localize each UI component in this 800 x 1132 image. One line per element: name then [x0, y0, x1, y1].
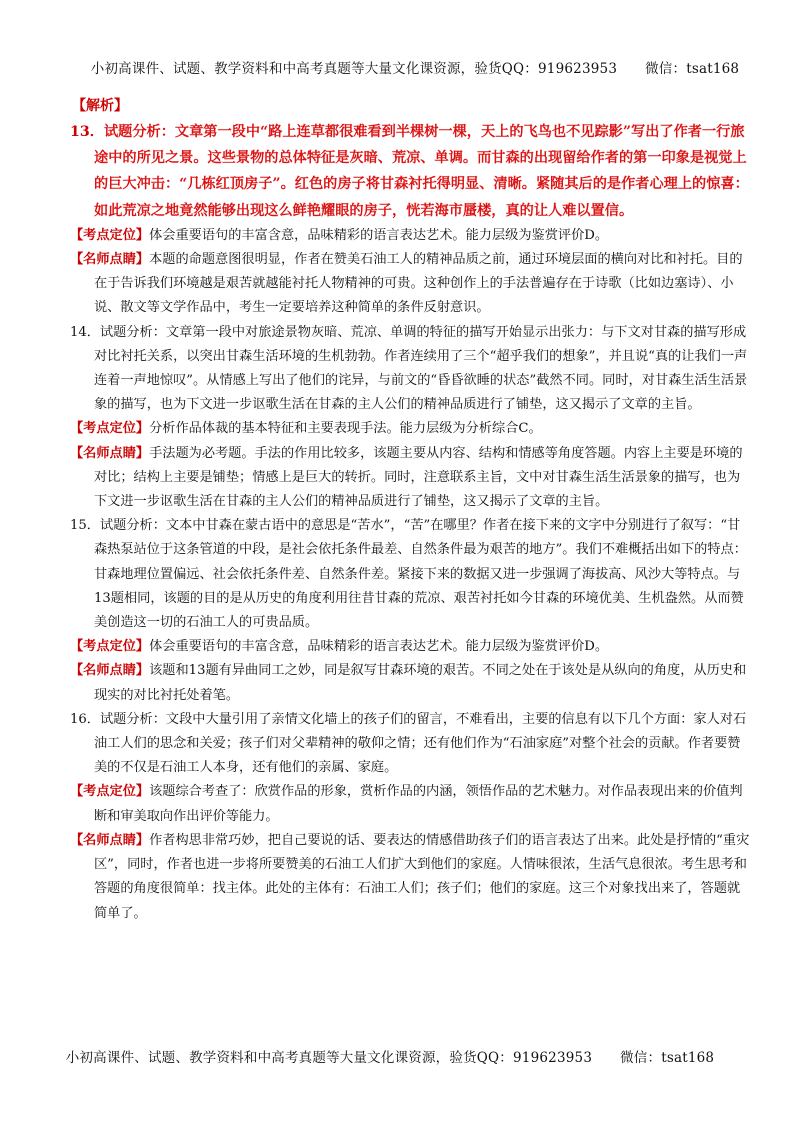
block-tag: 14．: [70, 324, 100, 340]
block-text: 体会重要语句的丰富含意，品味精彩的语言表达艺术。能力层级为鉴赏评价D。: [149, 639, 609, 655]
block-tag: 【考点定位】: [70, 227, 150, 243]
question-13-number: 13．: [70, 124, 104, 140]
block-tag: 16．: [70, 711, 100, 727]
block-text: 本题的命题意图很明显，作者在赞美石油工人的精神品质之前，通过环境层面的横向对比和衬托。目的在于告诉我们环境越是艰苦就越能衬托人物精神的可贵。这种创作上的手法普遍存在于诗歌（比如边塞诗）、小说、散文等文学作品中，考生一定要培养这种简单的条件反射意识。: [94, 252, 743, 316]
analysis-block: [70, 659, 750, 707]
block-text: 该题和13题有异曲同工之妙，同是叙写甘森环境的艰苦。不同之处在于该处是从纵向的角度，从历史和现实的对比衬托处着笔。: [94, 663, 747, 703]
analysis-block: [70, 635, 750, 659]
block-text: 作者构思非常巧妙，把自己要说的话、要表达的情感借助孩子们的语言表达了出来。此处是抒情的“重灾区”，同时，作者也进一步将所要赞美的石油工人们扩大到他们的家庭。人情味很浓，生活气息很浓。考生思考和答题的角度很简单：找主体。此处的主体有：石油工人们；孩子们；他们的家庭。这三个对象找出来了，答题就简单了。: [94, 832, 750, 921]
analysis-block: [70, 708, 750, 781]
block-tag: 15．: [70, 518, 100, 534]
block-text: 试题分析：文段中大量引用了亲情文化墙上的孩子们的留言，不难看出，主要的信息有以下几个方面：家人对石油工人们的思念和关爱；孩子们对父辈精神的敬仰之情；还有他们作为“石油家庭”对整个社会的贡献。作者要赞美的不仅是石油工人本身，还有他们的亲属、家庭。: [94, 711, 747, 776]
analysis-block: [70, 248, 750, 321]
block-tag: 【考点定位】: [70, 639, 150, 655]
analysis-block: [70, 417, 750, 441]
analysis-block: [70, 780, 750, 828]
block-text: 体会重要语句的丰富含意，品味精彩的语言表达艺术。能力层级为鉴赏评价D。: [149, 227, 609, 243]
block-text: 分析作品体裁的基本特征和主要表现手法。能力层级为分析综合C。: [149, 421, 542, 437]
block-tag: 【名师点睛】: [70, 445, 150, 461]
block-text: 该题综合考查了：欣赏作品的形象，赏析作品的内涵，领悟作品的艺术魅力。对作品表现出来的价值判断和审美取向作出评价等能力。: [94, 784, 743, 824]
block-tag: 【考点定位】: [70, 784, 150, 800]
analysis-block: [70, 321, 750, 418]
block-text: 试题分析：文章第一段中对旅途景物灰暗、荒凉、单调的特征的描写开始显示出张力：与下文对甘森的描写形成对比衬托关系，以突出甘森生活环境的生机勃勃。作者连续用了三个“超乎我们的想象”，并且说“真的让我们一声连着一声地惊叹”。从情感上写出了他们的诧异，与前文的“昏昏欲睡的状态”截然不同。同时，对甘森生活生活景象的描写，也为下文进一步讴歌生活在甘森的主人公们的精神品质进行了铺垫，这又揭示了文章的主旨。: [94, 324, 748, 413]
header-wechat: 微信：tsat168: [645, 61, 740, 77]
question-13-analysis: [70, 119, 750, 224]
footer-text: 小初高课件、试题、教学资料和中高考真题等大量文化课资源，验货QQ：919623953: [65, 1050, 593, 1066]
page-footer: [0, 1046, 800, 1066]
block-text: 试题分析：文本中甘森在蒙古语中的意思是“苦水”，“苦”在哪里？作者在接下来的文字中分别进行了叙写：“甘森热泵站位于这条管道的中段，是社会依托条件最差、自然条件最为艰苦的地方”。我们不难概括出如下的特点：甘森地理位置偏远、社会依托条件差、自然条件差。紧接下来的数据又进一步强调了海拔高、风沙大等特点。与13题相同，该题的目的是从历史的角度利用往昔甘森的荒凉、艰苦衬托如今甘森的环境优美、生机盎然。从而赞美创造这一切的石油工人的可贵品质。: [94, 518, 747, 631]
footer-wechat: 微信：tsat168: [620, 1050, 715, 1066]
answer-content: [70, 95, 750, 926]
question-13-text: 试题分析：文章第一段中“路上连草都很难看到半棵树一棵，天上的飞鸟也不见踪影”写出了作者一行旅途中的所见之景。这些景物的总体特征是灰暗、荒凉、单调。而甘森的出现留给作者的第一印象是视觉上的巨大冲击：“几栋红顶房子”。红色的房子将甘森衬托得明显、清晰。紧随其后的是作者心理上的惊喜：如此荒凉之地竟然能够出现这么鲜艳耀眼的房子，恍若海市蜃楼，真的让人难以置信。: [94, 124, 749, 219]
analysis-blocks: [70, 224, 750, 926]
block-tag: 【名师点睛】: [70, 252, 150, 268]
analysis-block: [70, 224, 750, 248]
section-title: 【解析】: [72, 98, 128, 114]
page-header: [0, 57, 800, 77]
block-tag: 【考点定位】: [70, 421, 150, 437]
analysis-block: [70, 514, 750, 635]
header-text: 小初高课件、试题、教学资料和中高考真题等大量文化课资源，验货QQ：919623953: [90, 61, 618, 77]
analysis-block: [70, 442, 750, 515]
block-text: 手法题为必考题。手法的作用比较多，该题主要从内容、结构和情感等角度答题。内容上主要是环境的对比；结构上主要是铺垫；情感上是巨大的转折。同时，注意联系主旨，文中对甘森生活生活景象的描写，也为下文进一步讴歌生活在甘森的主人公们的精神品质进行了铺垫，这又揭示了文章的主旨。: [94, 445, 743, 510]
block-tag: 【名师点睛】: [70, 663, 150, 679]
analysis-block: [70, 829, 750, 926]
block-tag: 【名师点睛】: [70, 832, 150, 848]
